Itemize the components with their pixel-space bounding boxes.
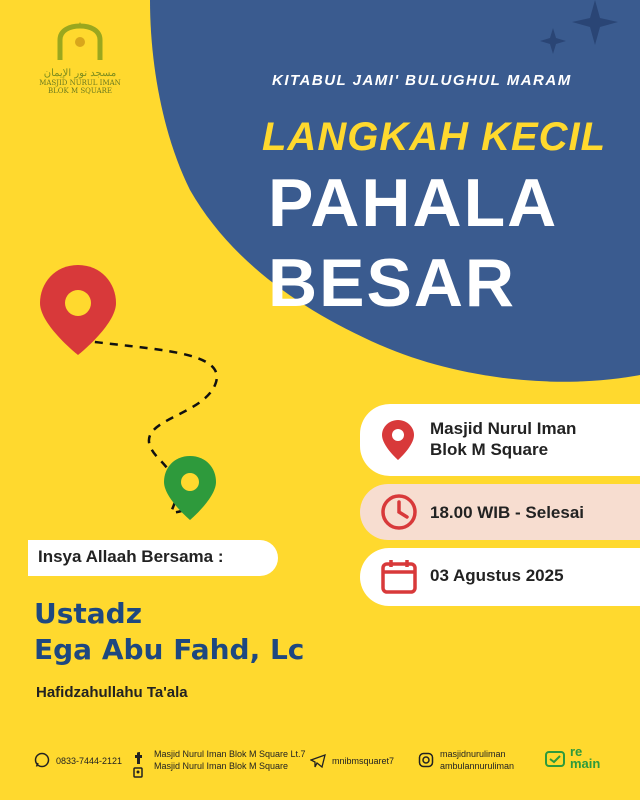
logo-line2: BLOK M SQUARE (47, 87, 113, 95)
facebook-icon (131, 750, 145, 780)
pin-green-icon (164, 456, 216, 520)
footer-facebook[interactable] (154, 748, 306, 772)
speaker-honorific: Hafidzahullahu Ta'ala (36, 684, 188, 701)
speaker-intro: Insya Allaah Bersama : (38, 547, 224, 566)
speaker-name-line1: Ustadz (34, 597, 143, 630)
telegram-icon (310, 754, 326, 768)
location-card (360, 404, 640, 476)
time-text: 18.00 WIB - Selesai (430, 503, 585, 522)
title-line1: LANGKAH KECIL (262, 115, 607, 159)
date-text: 03 Agustus 2025 (430, 566, 564, 585)
speaker-name (34, 596, 304, 668)
remain-brand: re main (570, 744, 601, 771)
mosque-logo-mark (45, 22, 115, 62)
date-card (360, 548, 640, 606)
footer-facebook-line2: Masjid Nurul Iman Blok M Square (154, 761, 289, 771)
title-line3: BESAR (268, 245, 517, 321)
footer-instagram[interactable] (440, 748, 514, 772)
clock-icon (380, 493, 418, 531)
logo-line1: MASJID NURUL IMAN (39, 79, 121, 87)
pin-red-icon (40, 265, 116, 355)
speaker-intro-pill (28, 540, 278, 576)
location-line1: Masjid Nurul Iman (430, 419, 577, 438)
instagram-icon (418, 752, 434, 768)
series-title: KITABUL JAMI' BULUGHUL MARAM (272, 72, 572, 89)
whatsapp-icon (34, 752, 50, 768)
footer-instagram-line1: masjidnuruliman (440, 749, 506, 759)
footer-phone[interactable]: 0833-7444-2121 (56, 756, 123, 766)
remain-logo-icon (544, 748, 566, 770)
mosque-logo (30, 22, 130, 95)
calendar-icon (380, 558, 418, 596)
footer-instagram-line2: ambulannuruliman (440, 761, 515, 771)
logo-arabic: مسجد نور الإيمان (43, 68, 117, 79)
footer-facebook-line1: Masjid Nurul Iman Blok M Square Lt.7 (154, 749, 306, 759)
footer-telegram[interactable]: mnibmsquaret7 (332, 756, 395, 766)
location-line2: Blok M Square (430, 440, 549, 459)
location-pin-icon (380, 418, 416, 462)
time-card (360, 484, 640, 540)
speaker-name-line2: Ega Abu Fahd, Lc (34, 633, 305, 666)
title-line2: PAHALA (268, 165, 559, 241)
